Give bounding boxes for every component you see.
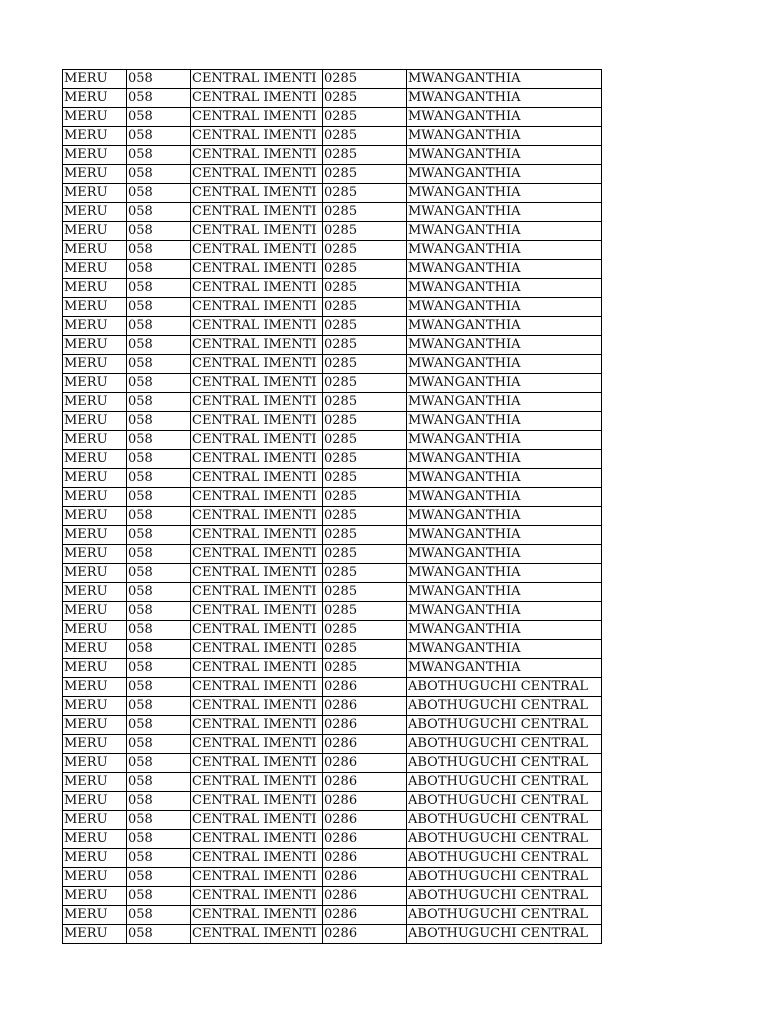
county-cell: MERU bbox=[63, 165, 127, 184]
table-row bbox=[63, 868, 602, 887]
ward-code-cell: 0285 bbox=[323, 621, 407, 640]
county-cell: MERU bbox=[63, 89, 127, 108]
table-row bbox=[63, 374, 602, 393]
ward-code-cell: 0286 bbox=[323, 754, 407, 773]
ward-name-cell: MWANGANTHIA bbox=[407, 507, 602, 526]
county-code-cell: 058 bbox=[127, 602, 191, 621]
county-cell: MERU bbox=[63, 374, 127, 393]
ward-code-cell: 0285 bbox=[323, 640, 407, 659]
ward-code-cell: 0286 bbox=[323, 735, 407, 754]
county-cell: MERU bbox=[63, 697, 127, 716]
table-row bbox=[63, 678, 602, 697]
table-row bbox=[63, 393, 602, 412]
table-row bbox=[63, 735, 602, 754]
constituency-cell: CENTRAL IMENTI bbox=[191, 868, 323, 887]
county-code-cell: 058 bbox=[127, 412, 191, 431]
constituency-cell: CENTRAL IMENTI bbox=[191, 735, 323, 754]
ward-name-cell: MWANGANTHIA bbox=[407, 108, 602, 127]
county-cell: MERU bbox=[63, 526, 127, 545]
county-cell: MERU bbox=[63, 70, 127, 89]
constituency-cell: CENTRAL IMENTI bbox=[191, 792, 323, 811]
county-code-cell: 058 bbox=[127, 526, 191, 545]
ward-code-cell: 0286 bbox=[323, 887, 407, 906]
table-row bbox=[63, 564, 602, 583]
ward-code-cell: 0285 bbox=[323, 127, 407, 146]
county-cell: MERU bbox=[63, 735, 127, 754]
ward-name-cell: MWANGANTHIA bbox=[407, 412, 602, 431]
table-row bbox=[63, 545, 602, 564]
table-row bbox=[63, 469, 602, 488]
constituency-cell: CENTRAL IMENTI bbox=[191, 374, 323, 393]
ward-code-cell: 0285 bbox=[323, 583, 407, 602]
table-row bbox=[63, 697, 602, 716]
table-row bbox=[63, 507, 602, 526]
constituency-cell: CENTRAL IMENTI bbox=[191, 906, 323, 925]
constituency-cell: CENTRAL IMENTI bbox=[191, 716, 323, 735]
county-cell: MERU bbox=[63, 488, 127, 507]
county-code-cell: 058 bbox=[127, 754, 191, 773]
table-row bbox=[63, 925, 602, 944]
ward-code-cell: 0285 bbox=[323, 146, 407, 165]
ward-name-cell: ABOTHUGUCHI CENTRAL bbox=[407, 678, 602, 697]
county-cell: MERU bbox=[63, 450, 127, 469]
county-code-cell: 058 bbox=[127, 621, 191, 640]
ward-code-cell: 0285 bbox=[323, 469, 407, 488]
table-body bbox=[63, 70, 602, 944]
constituency-cell: CENTRAL IMENTI bbox=[191, 355, 323, 374]
ward-name-cell: MWANGANTHIA bbox=[407, 203, 602, 222]
constituency-cell: CENTRAL IMENTI bbox=[191, 241, 323, 260]
county-cell: MERU bbox=[63, 678, 127, 697]
ward-name-cell: MWANGANTHIA bbox=[407, 488, 602, 507]
county-code-cell: 058 bbox=[127, 716, 191, 735]
constituency-cell: CENTRAL IMENTI bbox=[191, 165, 323, 184]
ward-name-cell: MWANGANTHIA bbox=[407, 545, 602, 564]
ward-code-cell: 0286 bbox=[323, 849, 407, 868]
ward-code-cell: 0285 bbox=[323, 260, 407, 279]
constituency-cell: CENTRAL IMENTI bbox=[191, 469, 323, 488]
county-code-cell: 058 bbox=[127, 317, 191, 336]
table-row bbox=[63, 526, 602, 545]
constituency-cell: CENTRAL IMENTI bbox=[191, 70, 323, 89]
constituency-cell: CENTRAL IMENTI bbox=[191, 450, 323, 469]
county-code-cell: 058 bbox=[127, 222, 191, 241]
table-row bbox=[63, 431, 602, 450]
ward-name-cell: ABOTHUGUCHI CENTRAL bbox=[407, 792, 602, 811]
county-cell: MERU bbox=[63, 507, 127, 526]
constituency-cell: CENTRAL IMENTI bbox=[191, 602, 323, 621]
ward-code-cell: 0285 bbox=[323, 203, 407, 222]
ward-name-cell: MWANGANTHIA bbox=[407, 279, 602, 298]
county-code-cell: 058 bbox=[127, 887, 191, 906]
ward-code-cell: 0286 bbox=[323, 925, 407, 944]
county-code-cell: 058 bbox=[127, 773, 191, 792]
constituency-cell: CENTRAL IMENTI bbox=[191, 260, 323, 279]
constituency-cell: CENTRAL IMENTI bbox=[191, 127, 323, 146]
county-cell: MERU bbox=[63, 602, 127, 621]
county-cell: MERU bbox=[63, 298, 127, 317]
county-code-cell: 058 bbox=[127, 89, 191, 108]
table-row bbox=[63, 108, 602, 127]
ward-code-cell: 0285 bbox=[323, 89, 407, 108]
ward-name-cell: MWANGANTHIA bbox=[407, 165, 602, 184]
county-code-cell: 058 bbox=[127, 659, 191, 678]
county-cell: MERU bbox=[63, 127, 127, 146]
ward-code-cell: 0286 bbox=[323, 773, 407, 792]
county-cell: MERU bbox=[63, 906, 127, 925]
county-cell: MERU bbox=[63, 545, 127, 564]
county-cell: MERU bbox=[63, 279, 127, 298]
county-code-cell: 058 bbox=[127, 184, 191, 203]
ward-code-cell: 0285 bbox=[323, 488, 407, 507]
ward-code-cell: 0285 bbox=[323, 108, 407, 127]
county-code-cell: 058 bbox=[127, 469, 191, 488]
ward-name-cell: ABOTHUGUCHI CENTRAL bbox=[407, 906, 602, 925]
constituency-cell: CENTRAL IMENTI bbox=[191, 146, 323, 165]
ward-name-cell: MWANGANTHIA bbox=[407, 317, 602, 336]
county-cell: MERU bbox=[63, 868, 127, 887]
county-code-cell: 058 bbox=[127, 241, 191, 260]
ward-code-cell: 0285 bbox=[323, 355, 407, 374]
ward-name-cell: MWANGANTHIA bbox=[407, 89, 602, 108]
constituency-cell: CENTRAL IMENTI bbox=[191, 431, 323, 450]
ward-code-cell: 0286 bbox=[323, 830, 407, 849]
table-row bbox=[63, 830, 602, 849]
constituency-cell: CENTRAL IMENTI bbox=[191, 640, 323, 659]
ward-name-cell: ABOTHUGUCHI CENTRAL bbox=[407, 887, 602, 906]
ward-code-cell: 0285 bbox=[323, 241, 407, 260]
ward-code-cell: 0285 bbox=[323, 222, 407, 241]
county-code-cell: 058 bbox=[127, 260, 191, 279]
county-cell: MERU bbox=[63, 583, 127, 602]
county-code-cell: 058 bbox=[127, 146, 191, 165]
constituency-cell: CENTRAL IMENTI bbox=[191, 830, 323, 849]
ward-name-cell: MWANGANTHIA bbox=[407, 127, 602, 146]
county-cell: MERU bbox=[63, 222, 127, 241]
constituency-cell: CENTRAL IMENTI bbox=[191, 393, 323, 412]
constituency-cell: CENTRAL IMENTI bbox=[191, 89, 323, 108]
county-code-cell: 058 bbox=[127, 925, 191, 944]
ward-code-cell: 0285 bbox=[323, 526, 407, 545]
county-code-cell: 058 bbox=[127, 70, 191, 89]
constituency-cell: CENTRAL IMENTI bbox=[191, 412, 323, 431]
table-row bbox=[63, 811, 602, 830]
ward-name-cell: MWANGANTHIA bbox=[407, 659, 602, 678]
county-cell: MERU bbox=[63, 431, 127, 450]
constituency-cell: CENTRAL IMENTI bbox=[191, 811, 323, 830]
table-row bbox=[63, 89, 602, 108]
data-table bbox=[62, 69, 602, 944]
county-code-cell: 058 bbox=[127, 507, 191, 526]
constituency-cell: CENTRAL IMENTI bbox=[191, 526, 323, 545]
ward-name-cell: MWANGANTHIA bbox=[407, 393, 602, 412]
ward-code-cell: 0285 bbox=[323, 336, 407, 355]
county-code-cell: 058 bbox=[127, 431, 191, 450]
county-cell: MERU bbox=[63, 849, 127, 868]
constituency-cell: CENTRAL IMENTI bbox=[191, 298, 323, 317]
table-row bbox=[63, 412, 602, 431]
ward-name-cell: MWANGANTHIA bbox=[407, 241, 602, 260]
constituency-cell: CENTRAL IMENTI bbox=[191, 678, 323, 697]
ward-name-cell: MWANGANTHIA bbox=[407, 602, 602, 621]
ward-code-cell: 0286 bbox=[323, 678, 407, 697]
ward-name-cell: ABOTHUGUCHI CENTRAL bbox=[407, 925, 602, 944]
county-cell: MERU bbox=[63, 811, 127, 830]
table-row bbox=[63, 621, 602, 640]
county-cell: MERU bbox=[63, 659, 127, 678]
table-row bbox=[63, 222, 602, 241]
county-code-cell: 058 bbox=[127, 678, 191, 697]
ward-code-cell: 0285 bbox=[323, 450, 407, 469]
table-row bbox=[63, 849, 602, 868]
ward-code-cell: 0285 bbox=[323, 545, 407, 564]
county-code-cell: 058 bbox=[127, 450, 191, 469]
county-cell: MERU bbox=[63, 412, 127, 431]
table-row bbox=[63, 640, 602, 659]
table-row bbox=[63, 754, 602, 773]
ward-name-cell: MWANGANTHIA bbox=[407, 526, 602, 545]
table-row bbox=[63, 602, 602, 621]
county-code-cell: 058 bbox=[127, 108, 191, 127]
county-cell: MERU bbox=[63, 108, 127, 127]
ward-code-cell: 0286 bbox=[323, 697, 407, 716]
ward-code-cell: 0285 bbox=[323, 279, 407, 298]
ward-name-cell: MWANGANTHIA bbox=[407, 564, 602, 583]
table-row bbox=[63, 716, 602, 735]
county-cell: MERU bbox=[63, 393, 127, 412]
county-code-cell: 058 bbox=[127, 868, 191, 887]
ward-code-cell: 0286 bbox=[323, 906, 407, 925]
county-cell: MERU bbox=[63, 887, 127, 906]
county-cell: MERU bbox=[63, 260, 127, 279]
county-code-cell: 058 bbox=[127, 545, 191, 564]
table-row bbox=[63, 450, 602, 469]
county-cell: MERU bbox=[63, 317, 127, 336]
ward-code-cell: 0285 bbox=[323, 507, 407, 526]
ward-name-cell: MWANGANTHIA bbox=[407, 469, 602, 488]
ward-name-cell: ABOTHUGUCHI CENTRAL bbox=[407, 849, 602, 868]
ward-code-cell: 0285 bbox=[323, 298, 407, 317]
county-code-cell: 058 bbox=[127, 735, 191, 754]
ward-code-cell: 0285 bbox=[323, 317, 407, 336]
ward-code-cell: 0285 bbox=[323, 659, 407, 678]
county-code-cell: 058 bbox=[127, 583, 191, 602]
constituency-cell: CENTRAL IMENTI bbox=[191, 925, 323, 944]
county-code-cell: 058 bbox=[127, 564, 191, 583]
constituency-cell: CENTRAL IMENTI bbox=[191, 222, 323, 241]
constituency-cell: CENTRAL IMENTI bbox=[191, 203, 323, 222]
table-row bbox=[63, 792, 602, 811]
ward-code-cell: 0285 bbox=[323, 431, 407, 450]
county-code-cell: 058 bbox=[127, 355, 191, 374]
constituency-cell: CENTRAL IMENTI bbox=[191, 564, 323, 583]
county-cell: MERU bbox=[63, 241, 127, 260]
county-code-cell: 058 bbox=[127, 830, 191, 849]
county-code-cell: 058 bbox=[127, 811, 191, 830]
constituency-cell: CENTRAL IMENTI bbox=[191, 507, 323, 526]
ward-name-cell: ABOTHUGUCHI CENTRAL bbox=[407, 716, 602, 735]
ward-code-cell: 0285 bbox=[323, 602, 407, 621]
ward-name-cell: MWANGANTHIA bbox=[407, 222, 602, 241]
ward-name-cell: MWANGANTHIA bbox=[407, 146, 602, 165]
ward-name-cell: ABOTHUGUCHI CENTRAL bbox=[407, 830, 602, 849]
county-cell: MERU bbox=[63, 716, 127, 735]
ward-name-cell: ABOTHUGUCHI CENTRAL bbox=[407, 773, 602, 792]
constituency-cell: CENTRAL IMENTI bbox=[191, 184, 323, 203]
constituency-cell: CENTRAL IMENTI bbox=[191, 583, 323, 602]
table-row bbox=[63, 336, 602, 355]
ward-code-cell: 0285 bbox=[323, 374, 407, 393]
table-row bbox=[63, 355, 602, 374]
table-row bbox=[63, 184, 602, 203]
ward-code-cell: 0285 bbox=[323, 165, 407, 184]
ward-name-cell: MWANGANTHIA bbox=[407, 583, 602, 602]
table-row bbox=[63, 773, 602, 792]
table-row bbox=[63, 70, 602, 89]
county-code-cell: 058 bbox=[127, 279, 191, 298]
table-row bbox=[63, 279, 602, 298]
ward-name-cell: MWANGANTHIA bbox=[407, 640, 602, 659]
table-row bbox=[63, 298, 602, 317]
ward-name-cell: MWANGANTHIA bbox=[407, 70, 602, 89]
county-code-cell: 058 bbox=[127, 640, 191, 659]
ward-code-cell: 0285 bbox=[323, 70, 407, 89]
constituency-cell: CENTRAL IMENTI bbox=[191, 754, 323, 773]
county-cell: MERU bbox=[63, 336, 127, 355]
county-code-cell: 058 bbox=[127, 127, 191, 146]
county-cell: MERU bbox=[63, 355, 127, 374]
table-row bbox=[63, 317, 602, 336]
ward-code-cell: 0285 bbox=[323, 393, 407, 412]
table-row bbox=[63, 659, 602, 678]
ward-name-cell: MWANGANTHIA bbox=[407, 450, 602, 469]
ward-code-cell: 0285 bbox=[323, 412, 407, 431]
constituency-cell: CENTRAL IMENTI bbox=[191, 887, 323, 906]
ward-code-cell: 0286 bbox=[323, 811, 407, 830]
county-code-cell: 058 bbox=[127, 697, 191, 716]
county-code-cell: 058 bbox=[127, 298, 191, 317]
constituency-cell: CENTRAL IMENTI bbox=[191, 488, 323, 507]
constituency-cell: CENTRAL IMENTI bbox=[191, 336, 323, 355]
ward-code-cell: 0285 bbox=[323, 564, 407, 583]
county-code-cell: 058 bbox=[127, 906, 191, 925]
table-row bbox=[63, 488, 602, 507]
ward-name-cell: ABOTHUGUCHI CENTRAL bbox=[407, 868, 602, 887]
constituency-cell: CENTRAL IMENTI bbox=[191, 108, 323, 127]
county-code-cell: 058 bbox=[127, 393, 191, 412]
table-row bbox=[63, 165, 602, 184]
ward-code-cell: 0285 bbox=[323, 184, 407, 203]
ward-name-cell: MWANGANTHIA bbox=[407, 298, 602, 317]
county-code-cell: 058 bbox=[127, 792, 191, 811]
county-cell: MERU bbox=[63, 621, 127, 640]
ward-name-cell: MWANGANTHIA bbox=[407, 355, 602, 374]
county-cell: MERU bbox=[63, 640, 127, 659]
county-cell: MERU bbox=[63, 830, 127, 849]
county-cell: MERU bbox=[63, 564, 127, 583]
ward-name-cell: MWANGANTHIA bbox=[407, 621, 602, 640]
county-cell: MERU bbox=[63, 469, 127, 488]
table-row bbox=[63, 260, 602, 279]
ward-name-cell: MWANGANTHIA bbox=[407, 374, 602, 393]
county-cell: MERU bbox=[63, 184, 127, 203]
table-row bbox=[63, 887, 602, 906]
constituency-cell: CENTRAL IMENTI bbox=[191, 697, 323, 716]
ward-name-cell: MWANGANTHIA bbox=[407, 431, 602, 450]
table-row bbox=[63, 203, 602, 222]
constituency-cell: CENTRAL IMENTI bbox=[191, 545, 323, 564]
table-row bbox=[63, 127, 602, 146]
county-code-cell: 058 bbox=[127, 849, 191, 868]
ward-name-cell: MWANGANTHIA bbox=[407, 336, 602, 355]
county-cell: MERU bbox=[63, 773, 127, 792]
table-row bbox=[63, 583, 602, 602]
county-code-cell: 058 bbox=[127, 165, 191, 184]
county-cell: MERU bbox=[63, 203, 127, 222]
table-row bbox=[63, 241, 602, 260]
ward-name-cell: ABOTHUGUCHI CENTRAL bbox=[407, 735, 602, 754]
table-row bbox=[63, 906, 602, 925]
constituency-cell: CENTRAL IMENTI bbox=[191, 773, 323, 792]
constituency-cell: CENTRAL IMENTI bbox=[191, 849, 323, 868]
county-cell: MERU bbox=[63, 925, 127, 944]
ward-code-cell: 0286 bbox=[323, 716, 407, 735]
county-cell: MERU bbox=[63, 792, 127, 811]
ward-name-cell: ABOTHUGUCHI CENTRAL bbox=[407, 811, 602, 830]
constituency-cell: CENTRAL IMENTI bbox=[191, 279, 323, 298]
ward-name-cell: MWANGANTHIA bbox=[407, 260, 602, 279]
county-code-cell: 058 bbox=[127, 488, 191, 507]
constituency-cell: CENTRAL IMENTI bbox=[191, 621, 323, 640]
ward-code-cell: 0286 bbox=[323, 868, 407, 887]
ward-name-cell: ABOTHUGUCHI CENTRAL bbox=[407, 697, 602, 716]
county-cell: MERU bbox=[63, 754, 127, 773]
ward-code-cell: 0286 bbox=[323, 792, 407, 811]
constituency-cell: CENTRAL IMENTI bbox=[191, 659, 323, 678]
ward-name-cell: ABOTHUGUCHI CENTRAL bbox=[407, 754, 602, 773]
constituency-cell: CENTRAL IMENTI bbox=[191, 317, 323, 336]
county-code-cell: 058 bbox=[127, 336, 191, 355]
county-code-cell: 058 bbox=[127, 374, 191, 393]
ward-name-cell: MWANGANTHIA bbox=[407, 184, 602, 203]
table-row bbox=[63, 146, 602, 165]
county-code-cell: 058 bbox=[127, 203, 191, 222]
county-cell: MERU bbox=[63, 146, 127, 165]
